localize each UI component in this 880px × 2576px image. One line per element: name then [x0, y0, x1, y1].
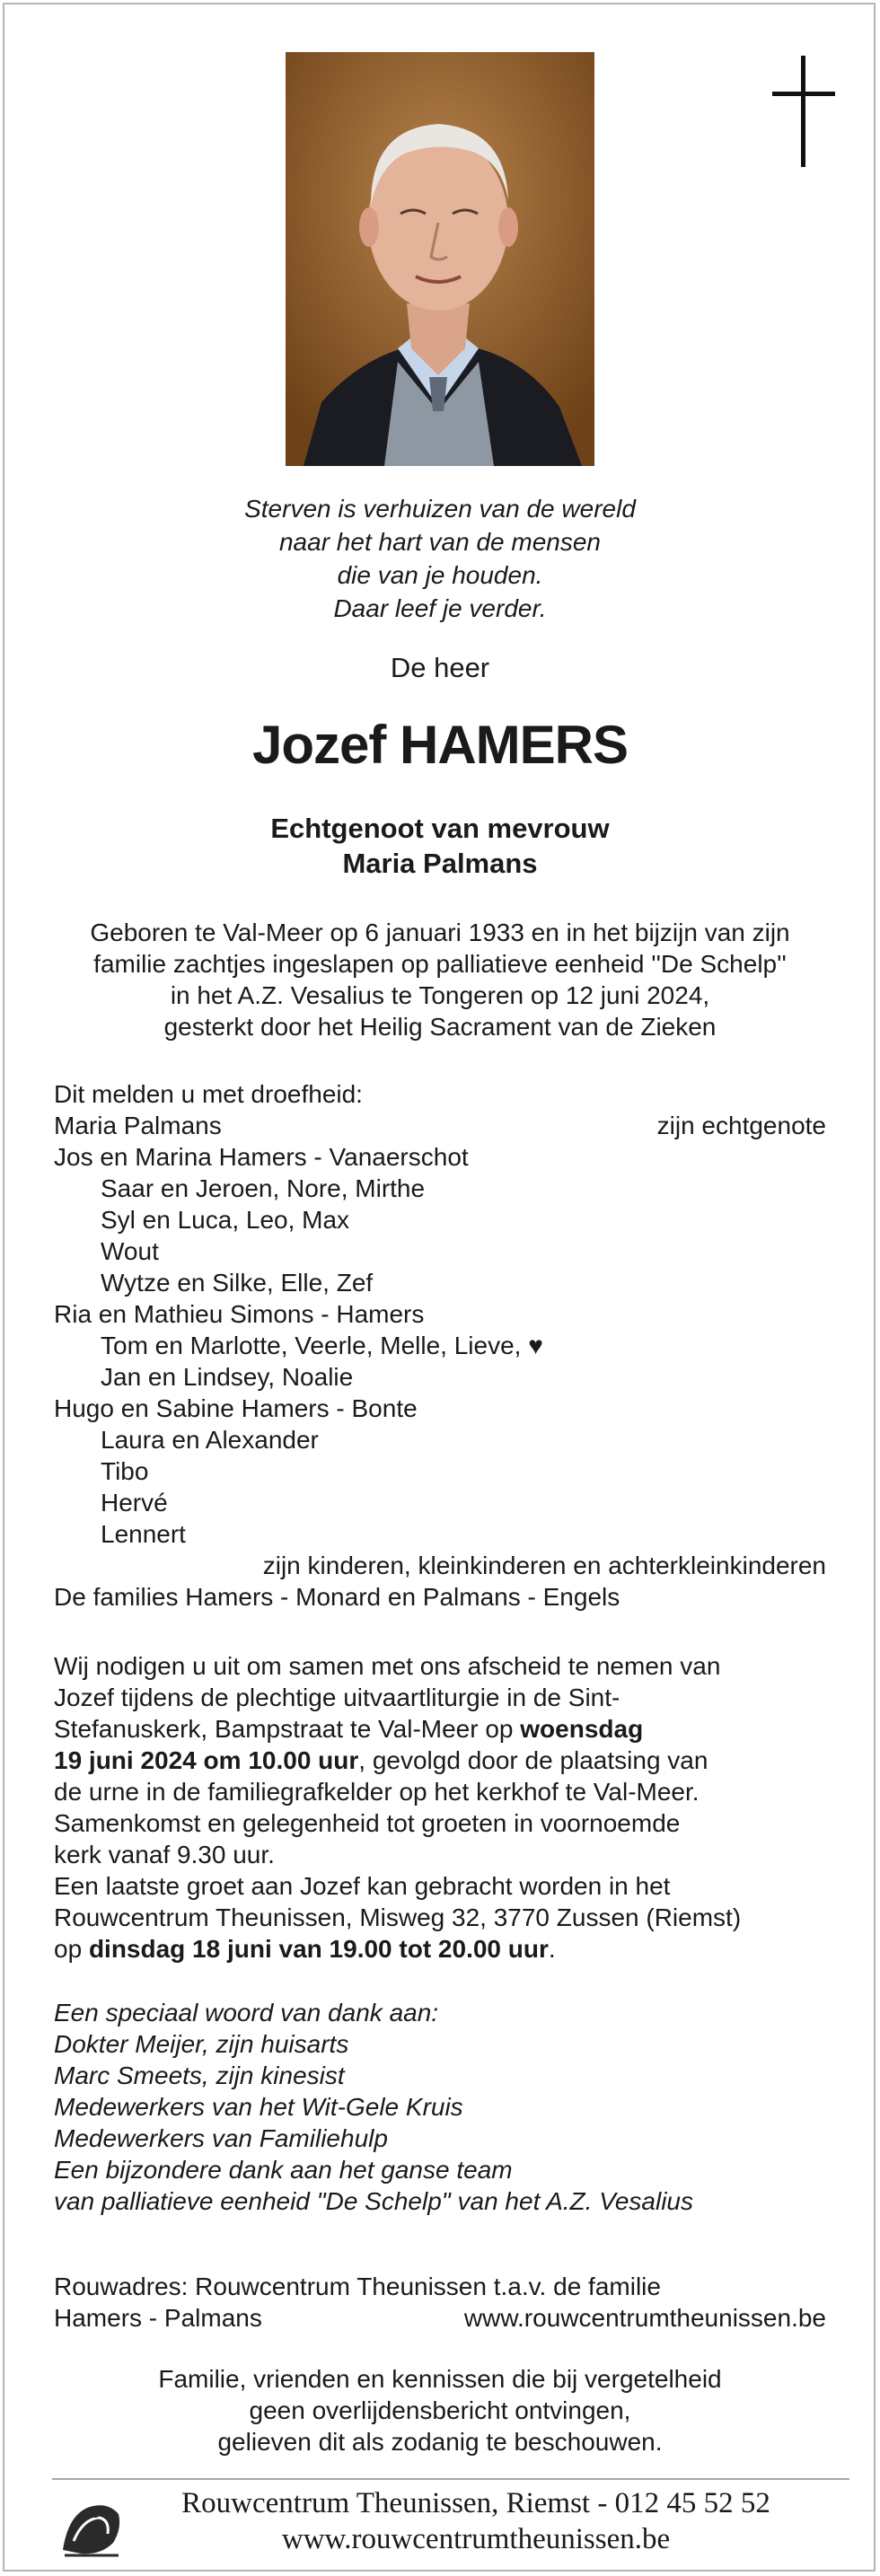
spouse-row-name: Maria Palmans	[54, 1112, 222, 1139]
footer-divider	[52, 2478, 849, 2480]
children-role: zijn kinderen, kleinkinderen en achterkleinkinderen	[262, 1552, 826, 1579]
birth-line: Geboren te Val-Meer op 6 januari 1933 en in het bijzijn van zijn	[90, 919, 790, 946]
child-row: Hugo en Sabine Hamers - Bonte	[54, 1394, 418, 1422]
poem-line: die van je houden.	[337, 561, 543, 589]
deceased-name: Jozef HAMERS	[251, 715, 629, 775]
address-family: Hamers - Palmans	[54, 2304, 262, 2332]
final-note-line: Familie, vrienden en kennissen die bij vergetelheid	[158, 2365, 722, 2393]
address-line: Rouwadres: Rouwcentrum Theunissen t.a.v. de familie	[54, 2273, 661, 2300]
footer	[126, 2485, 826, 2557]
thanks-line: Een bijzondere dank aan het ganse team	[54, 2156, 513, 2184]
visitation-text: op	[54, 1935, 89, 1963]
ceremony-line: de urne in de familiegrafkelder op het kerkhof te Val-Meer.	[54, 1778, 700, 1806]
address-line	[54, 2302, 826, 2334]
honorific: De heer	[390, 652, 490, 683]
families-row: De families Hamers - Monard en Palmans - Engels	[54, 1583, 620, 1611]
ceremony-line: Wij nodigen u uit om samen met ons afscheid te nemen van	[54, 1652, 721, 1680]
ceremony-line: kerk vanaf 9.30 uur.	[54, 1841, 275, 1868]
thanks-line: Medewerkers van Familiehulp	[54, 2124, 388, 2152]
grandchild-row: Tom en Marlotte, Veerle, Melle, Lieve, ♥	[101, 1332, 543, 1359]
grandchild-row: Wout	[101, 1237, 159, 1265]
spouse-name: Maria Palmans	[342, 848, 538, 879]
spouse-row-role: zijn echtgenote	[656, 1112, 826, 1139]
funeral-home-logo	[56, 2487, 126, 2559]
grandchild-row: Syl en Luca, Leo, Max	[101, 1206, 350, 1234]
grandchild-row: Saar en Jeroen, Nore, Mirthe	[101, 1174, 426, 1202]
grandchild-row: Lennert	[101, 1520, 186, 1548]
birth-line: gesterkt door het Heilig Sacrament van de Zieken	[163, 1013, 717, 1041]
spouse-line: Echtgenoot van mevrouw	[270, 813, 610, 844]
mourning-address	[54, 2271, 826, 2334]
grandchild-row: Tibo	[101, 1457, 149, 1485]
birth-death-info	[0, 917, 880, 1042]
thanks-block	[54, 1997, 826, 2217]
cross-icon	[772, 56, 835, 167]
visitation-line: Een laatste groet aan Jozef kan gebracht worden in het	[54, 1872, 671, 1900]
child-row: Ria en Mathieu Simons - Hamers	[54, 1300, 425, 1328]
birth-line: familie zachtjes ingeslapen op palliatieve eenheid ''De Schelp''	[93, 950, 787, 978]
thanks-line: Medewerkers van het Wit-Gele Kruis	[54, 2093, 463, 2121]
ceremony-date-time: 19 juni 2024 om 10.00 uur	[54, 1746, 359, 1774]
ceremony-info	[54, 1650, 826, 1965]
family-intro: Dit melden u met droefheid:	[54, 1080, 363, 1108]
visitation-line	[54, 1933, 826, 1965]
portrait-photo	[286, 52, 594, 466]
thanks-line: van palliatieve eenheid "De Schelp" van het A.Z. Vesalius	[54, 2187, 694, 2215]
ceremony-line: Samenkomst en gelegenheid tot groeten in voornoemde	[54, 1809, 681, 1837]
final-note-line: gelieven dit als zodanig te beschouwen.	[217, 2428, 663, 2456]
final-note	[0, 2363, 880, 2457]
footer-website-link[interactable]: www.rouwcentrumtheunissen.be	[281, 2523, 671, 2555]
spouse-block	[0, 811, 880, 881]
poem-line: naar het hart van de mensen	[278, 528, 601, 556]
address-website-link[interactable]: www.rouwcentrumtheunissen.be	[463, 2304, 826, 2332]
birth-line: in het A.Z. Vesalius te Tongeren op 12 juni 2024,	[170, 981, 710, 1009]
ceremony-day: woensdag	[520, 1715, 644, 1743]
family-list	[54, 1078, 826, 1613]
child-row: Jos en Marina Hamers - Vanaerschot	[54, 1143, 469, 1171]
poem-line: Sterven is verhuizen van de wereld	[244, 495, 636, 523]
thanks-line: Een speciaal woord van dank aan:	[54, 1999, 439, 2027]
grandchild-row: Laura en Alexander	[101, 1426, 319, 1454]
poem	[0, 492, 880, 625]
visitation-text: .	[548, 1935, 556, 1963]
ceremony-text: Stefanuskerk, Bampstraat te Val-Meer op	[54, 1715, 521, 1743]
footer-contact: Rouwcentrum Theunissen, Riemst - 012 45 52 52	[181, 2487, 770, 2519]
thanks-line: Marc Smeets, zijn kinesist	[54, 2062, 345, 2089]
final-note-line: geen overlijdensbericht ontvingen,	[249, 2396, 631, 2424]
ceremony-text: , gevolgd door de plaatsing van	[358, 1746, 708, 1774]
ceremony-line: Jozef tijdens de plechtige uitvaartliturgie in de Sint-	[54, 1684, 620, 1711]
visitation-line: Rouwcentrum Theunissen, Misweg 32, 3770 Zussen (Riemst)	[54, 1903, 742, 1931]
grandchild-row: Wytze en Silke, Elle, Zef	[101, 1269, 374, 1297]
grandchild-row: Jan en Lindsey, Noalie	[101, 1363, 354, 1391]
visitation-date-time: dinsdag 18 juni van 19.00 tot 20.00 uur	[88, 1935, 549, 1963]
grandchild-row: Hervé	[101, 1489, 168, 1517]
spouse-row	[54, 1110, 826, 1141]
poem-line: Daar leef je verder.	[333, 594, 547, 622]
ceremony-line	[54, 1713, 826, 1745]
ceremony-line	[54, 1745, 826, 1776]
thanks-line: Dokter Meijer, zijn huisarts	[54, 2030, 349, 2058]
